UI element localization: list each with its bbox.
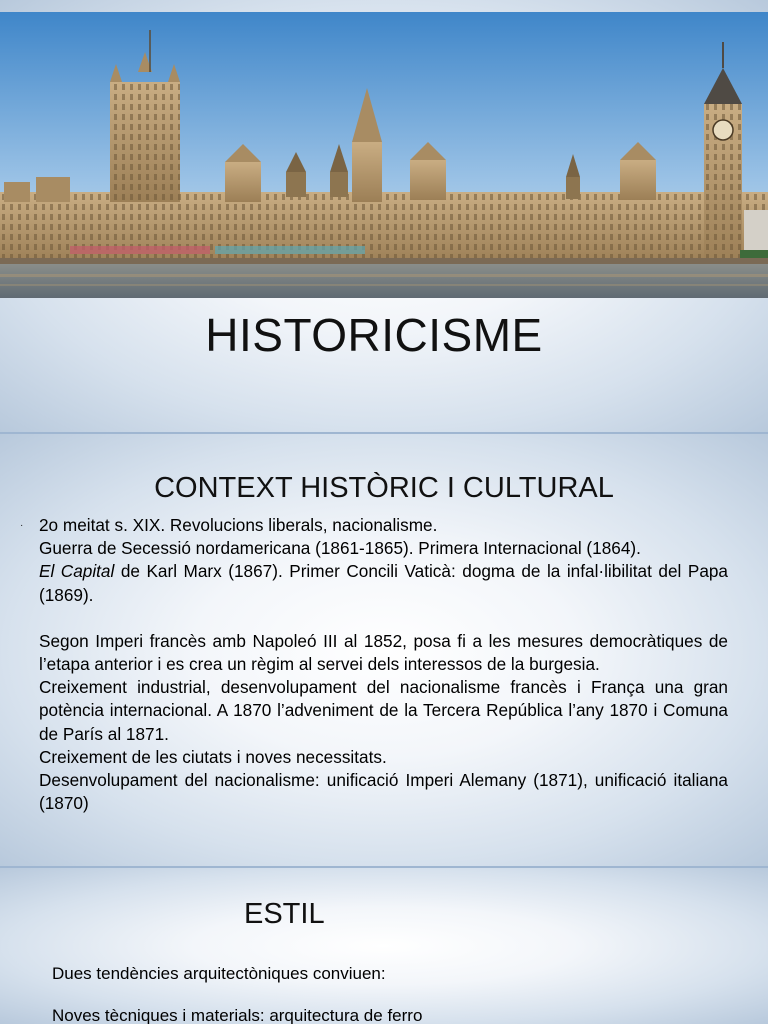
context-line: 2o meitat s. XIX. Revolucions liberals, nacionalisme.	[39, 515, 438, 535]
slide-title	[0, 0, 768, 432]
style-heading: ESTIL	[244, 898, 325, 930]
capital-text: de Karl Marx (1867). Primer Concili Vaticà: dogma de la infal·libilitat del Papa (1869).	[39, 561, 728, 605]
context-paragraph: Creixement industrial, desenvolupament del nacionalisme francès i França una gran potència internacional. A 1870 l’adveniment de la Tercera República l’any 1870 i Comuna de París al 1871.	[39, 677, 728, 744]
context-line	[39, 560, 728, 606]
context-paragraph: Desenvolupament del nacionalisme: unificació Imperi Alemany (1871), unificació italiana (1870)	[39, 770, 728, 814]
context-line: Guerra de Secessió nordamericana (1861-1865). Primera Internacional (1864).	[39, 538, 641, 559]
slide-context	[0, 434, 768, 866]
context-paragraph: Segon Imperi francès amb Napoleó III al 1852, posa fi a les mesures democràtiques de l’etapa anterior i es crea un règim al servei dels interessos de la burgesia.	[39, 630, 728, 675]
capital-title: El Capital	[39, 561, 115, 582]
context-heading: CONTEXT HISTÒRIC I CULTURAL	[154, 472, 614, 504]
westminster-photo	[0, 12, 768, 298]
context-body	[39, 514, 728, 815]
bullet-icon: ·	[20, 520, 24, 531]
style-line: Noves tècniques i materials: arquitectura de ferro	[52, 1006, 423, 1024]
slide-style	[0, 868, 768, 1024]
context-paragraph: Creixement de les ciutats i noves necessitats.	[39, 746, 387, 767]
style-line: Dues tendències arquitectòniques conviuen:	[52, 964, 386, 983]
presentation-title: HISTORICISME	[205, 309, 543, 361]
